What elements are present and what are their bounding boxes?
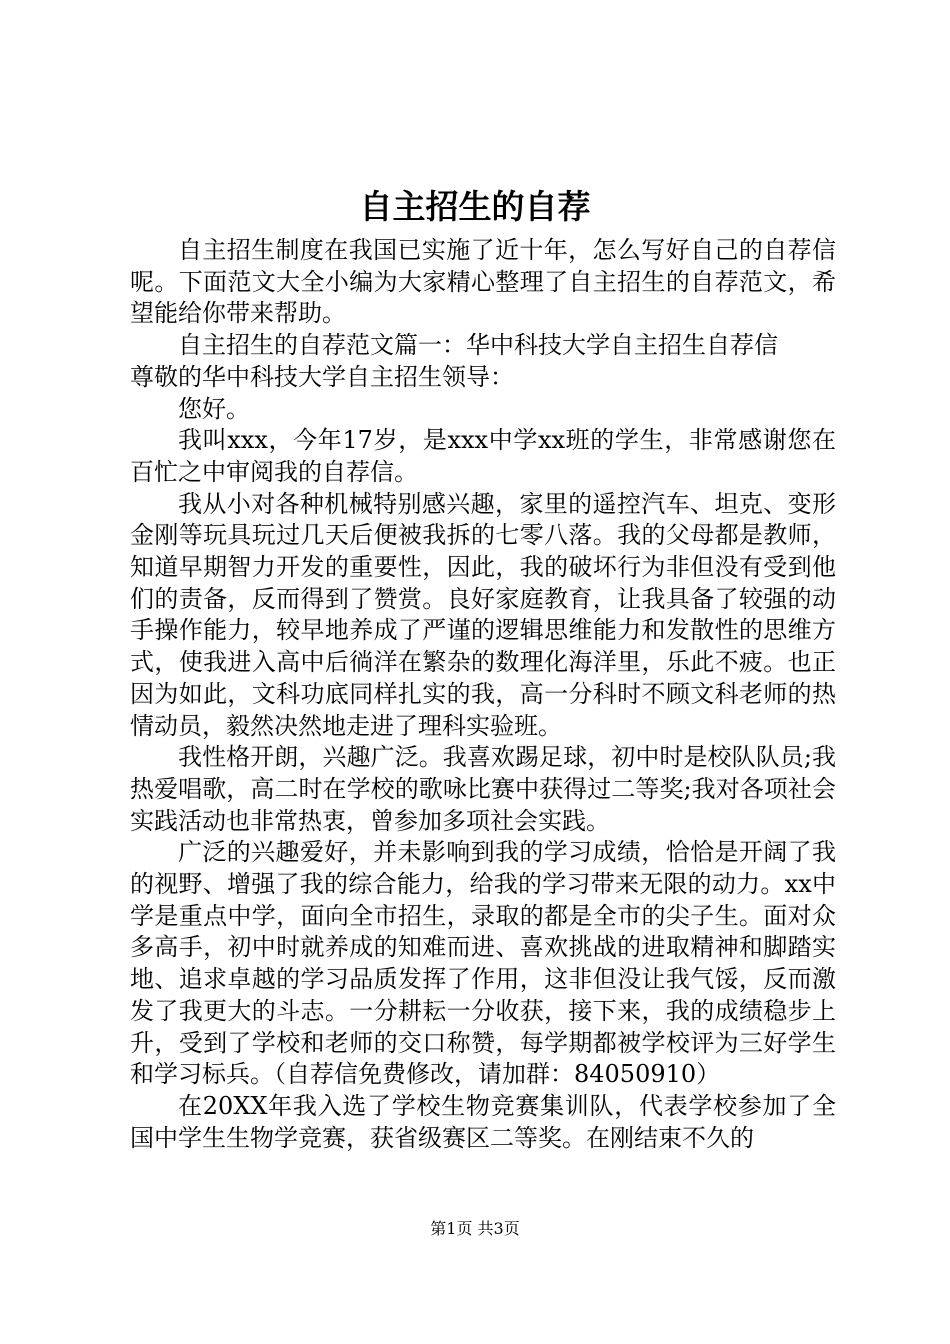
paragraph-intro: 自主招生制度在我国已实施了近十年，怎么写好自己的自荐信呢。下面范文大全小编为大家精心整理了自主招生的自荐范文，希望能给你带来帮助。	[130, 236, 836, 328]
paragraph-personality: 我性格开朗，兴趣广泛。我喜欢踢足球，初中时是校队队员;我热爱唱歌，高二时在学校的歌咏比赛中获得过二等奖;我对各项社会实践活动也非常热衷，曾参加多项社会实践。	[130, 743, 836, 835]
document-body	[130, 235, 836, 1154]
page-footer: 第1页 共3页	[430, 1219, 520, 1238]
paragraph-heading-article-one: 自主招生的自荐范文篇一：华中科技大学自主招生自荐信	[178, 331, 778, 360]
paragraph-interests-machinery: 我从小对各种机械特别感兴趣，家里的遥控汽车、坦克、变形金刚等玩具玩过几天后便被我拆的七零八落。我的父母都是教师，知道早期智力开发的重要性，因此，我的破坏行为非但没有受到他们的责备，反而得到了赞赏。良好家庭教育，让我具备了较强的动手操作能力，较早地养成了严谨的逻辑思维能力和发散性的思维方式，使我进入高中后徜洋在繁杂的数理化海洋里，乐此不疲。也正因为如此，文科功底同样扎实的我，高一分科时不顾文科老师的热情动员，毅然决然地走进了理科实验班。	[130, 489, 836, 740]
document-title: 自主招生的自荐	[359, 187, 591, 226]
paragraph-salutation: 尊敬的华中科技大学自主招生领导：	[130, 362, 514, 391]
paragraph-academics: 广泛的兴趣爱好，并未影响到我的学习成绩，恰恰是开阔了我的视野、增强了我的综合能力，给我的学习带来无限的动力。xx中学是重点中学，面向全市招生，录取的都是全市的尖子生。面对众多高手，初中时就养成的知难而进、喜欢挑战的进取精神和脚踏实地、追求卓越的学习品质发挥了作用，这非但没让我气馁，反而激发了我更大的斗志。一分耕耘一分收获，接下来，我的成绩稳步上升，受到了学校和老师的交口称赞，每学期都被学校评为三好学生和学习标兵。（自荐信免费修改，请加群：84050910）	[130, 838, 836, 1089]
paragraph-self-introduction: 我叫xxx，今年17岁，是xxx中学xx班的学生，非常感谢您在百忙之中审阅我的自荐信。	[130, 426, 836, 486]
paragraph-competition: 在20XX年我入选了学校生物竞赛集训队，代表学校参加了全国中学生生物学竞赛，获省级赛区二等奖。在刚结束不久的	[130, 1091, 836, 1152]
paragraph-greeting: 您好。	[178, 394, 250, 423]
